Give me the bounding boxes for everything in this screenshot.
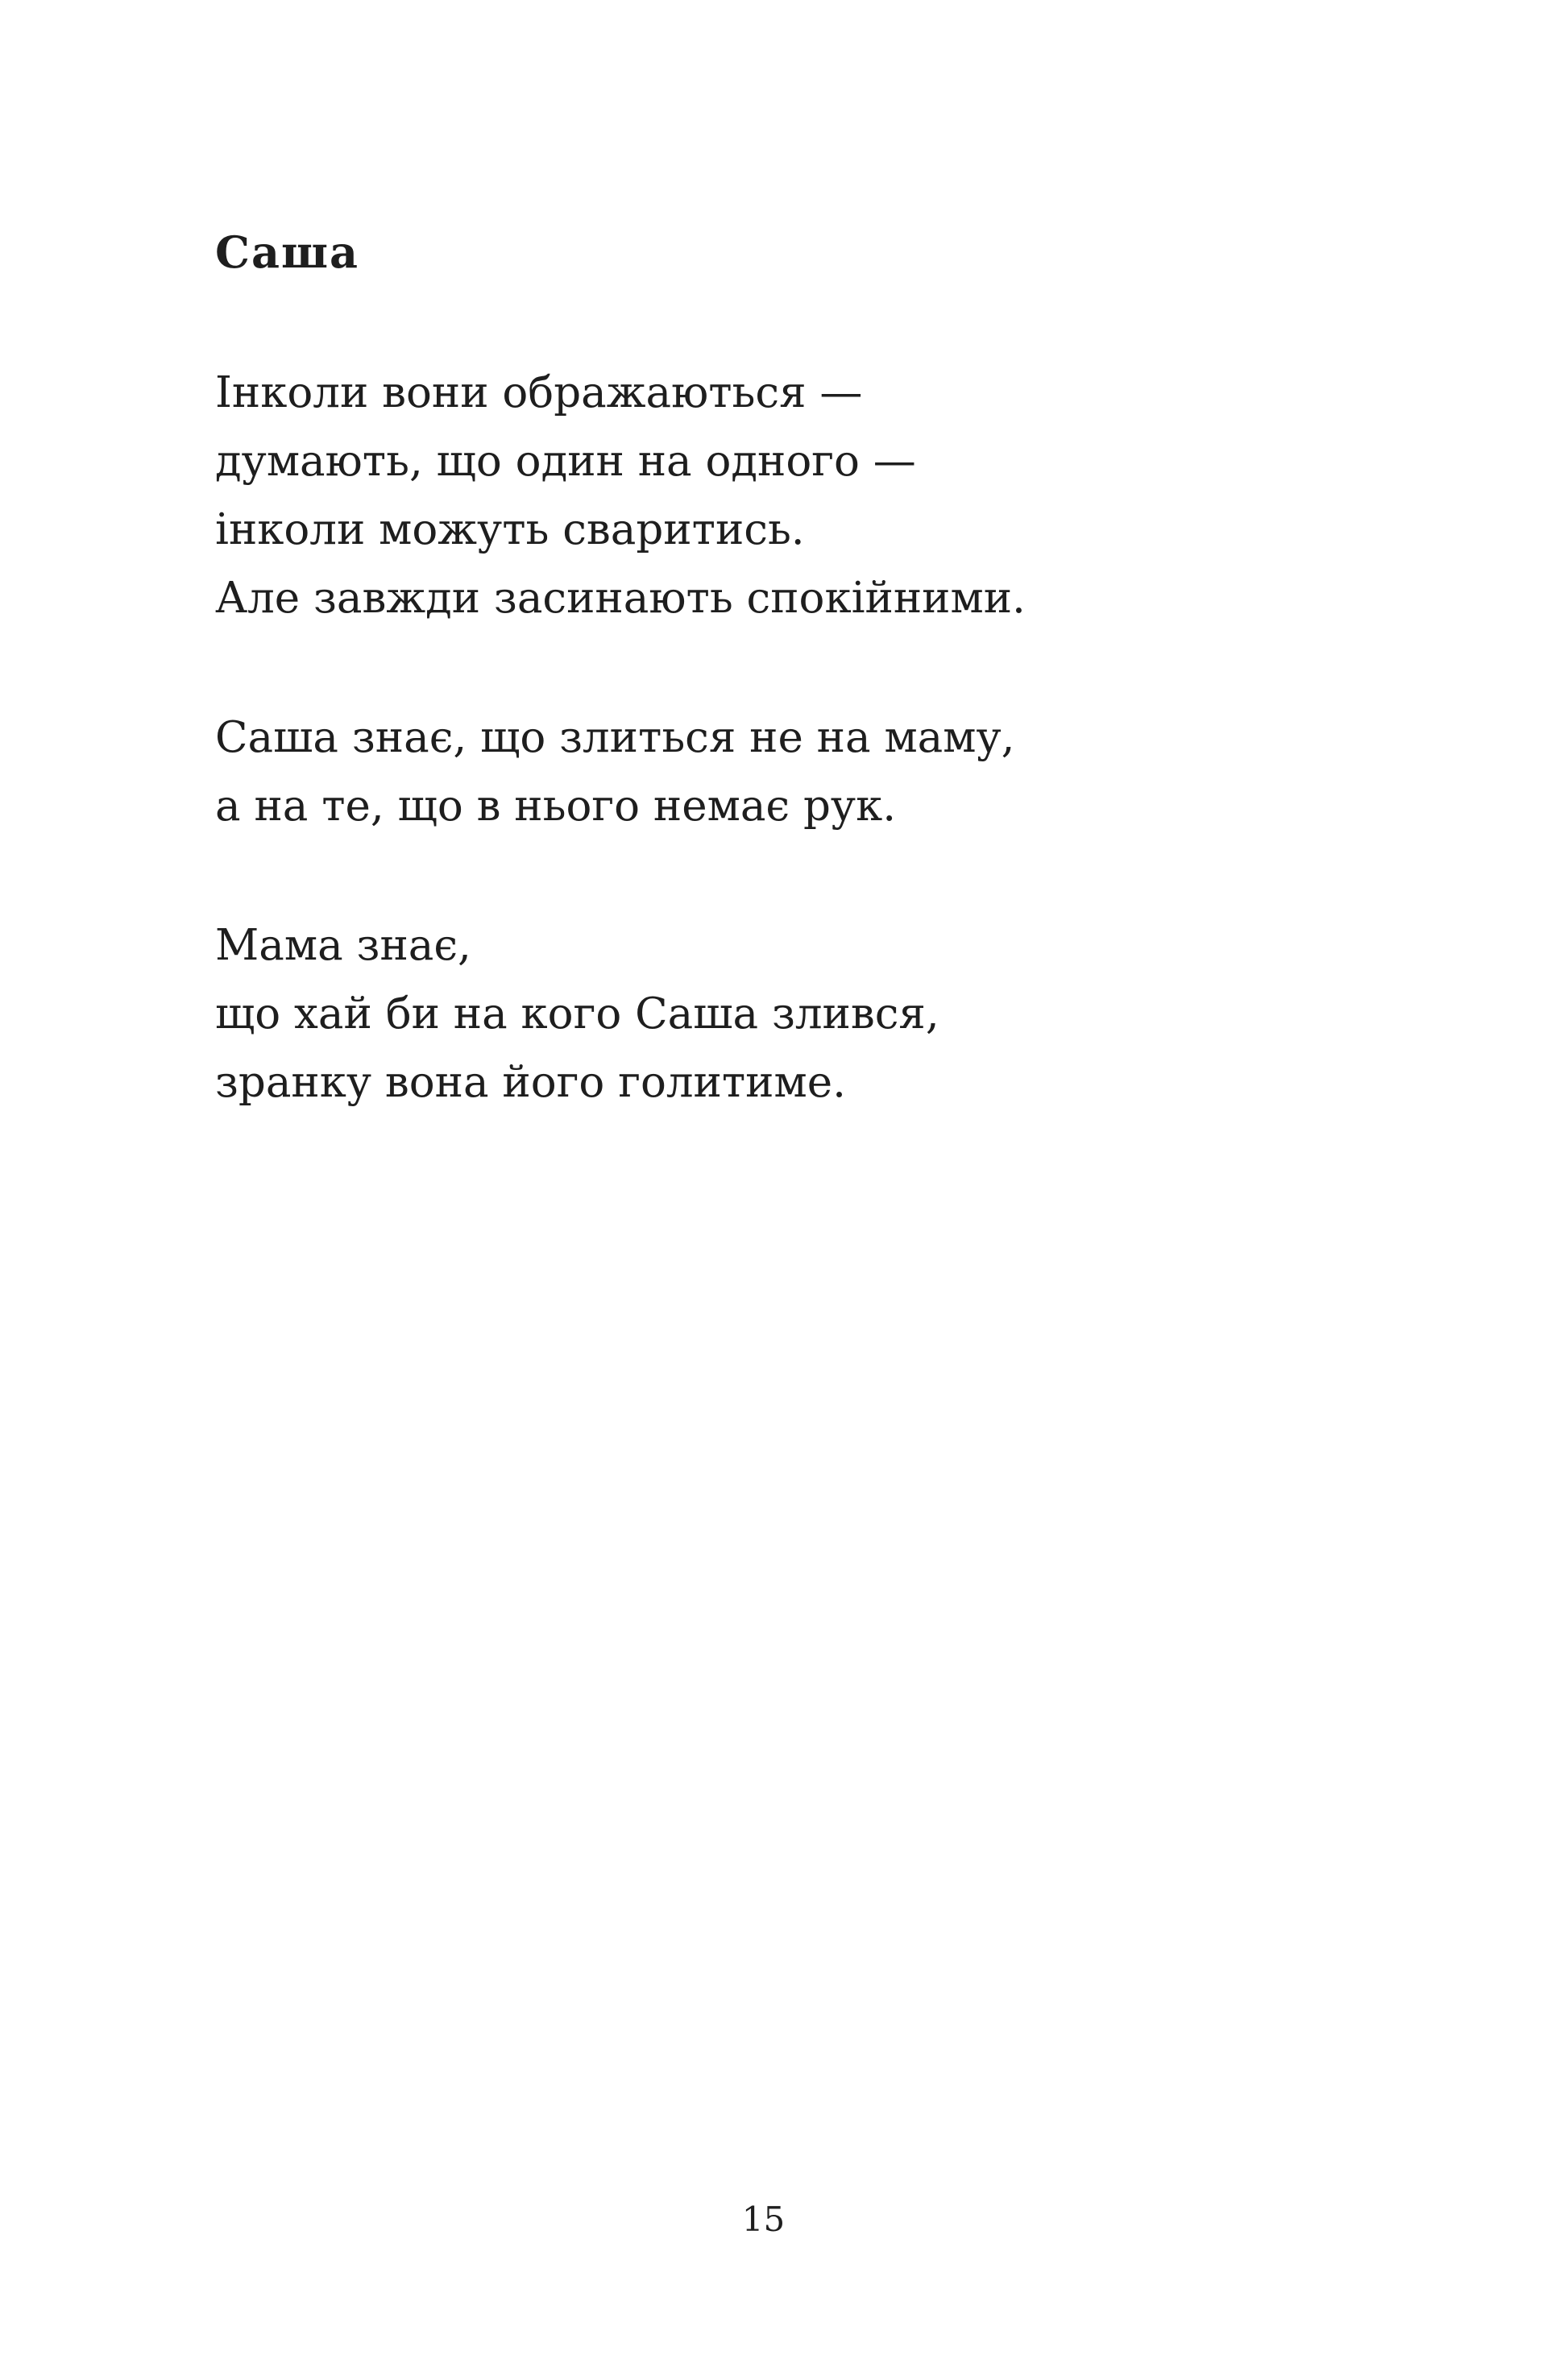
poem-line: що хай би на кого Саша злився, (215, 989, 939, 1039)
poem-line: а на те, що в нього немає рук. (215, 782, 897, 831)
poem-line: інколи можуть сваритись. (215, 505, 805, 554)
poem-line: Інколи вони ображаються — (215, 368, 863, 417)
poem-line: Мама знає, (215, 921, 471, 970)
poem-line: думають, що один на одного — (215, 437, 916, 486)
stanza-2 (215, 703, 1424, 840)
poem-line: Саша знає, що злиться не на маму, (215, 713, 1015, 762)
stanza-1 (215, 359, 1424, 632)
poem-body (215, 359, 1424, 1188)
stanza-3 (215, 911, 1424, 1117)
poem-line: зранку вона його голитиме. (215, 1058, 846, 1107)
page-number: 15 (741, 2200, 786, 2239)
poem-title: Саша (215, 226, 359, 278)
poem-line: Але завжди засинають спокійними. (215, 574, 1026, 623)
